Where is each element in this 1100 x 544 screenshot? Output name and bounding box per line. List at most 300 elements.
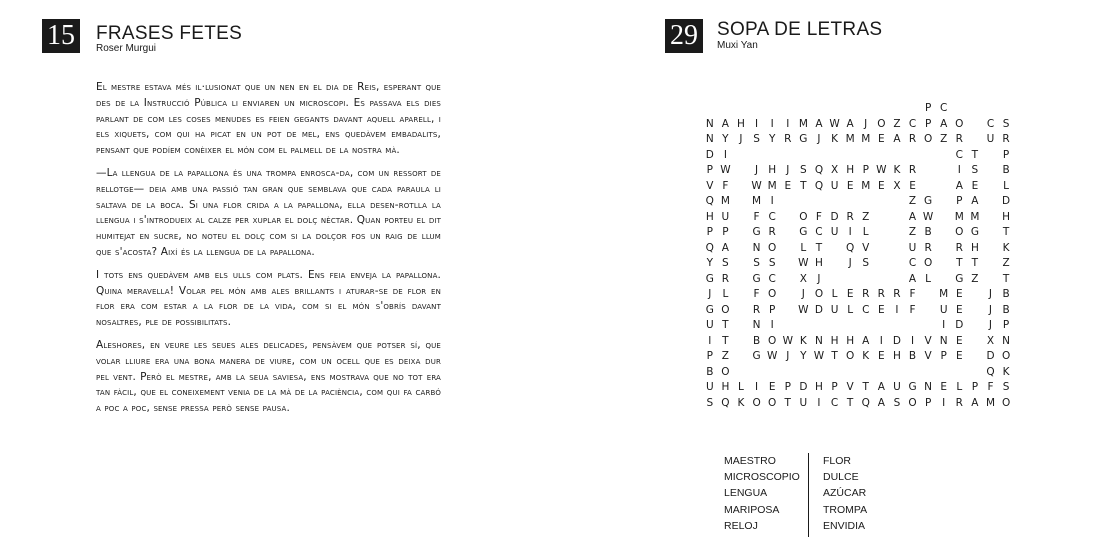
grid-letter: P [924, 117, 932, 130]
grid-row [702, 225, 1014, 241]
grid-letter [952, 101, 968, 117]
grid-letter: W [720, 164, 731, 176]
grid-letter: H [815, 257, 823, 269]
grid-letter: S [800, 164, 807, 176]
grid-letter [983, 194, 999, 210]
grid-letter: S [753, 133, 760, 145]
grid-letter: G [799, 133, 808, 145]
grid-letter: Z [893, 117, 901, 130]
grid-letter: M [861, 133, 871, 145]
grid-letter: L [925, 272, 932, 285]
grid-letter: L [722, 288, 729, 300]
word-list-left [724, 453, 808, 537]
grid-letter [733, 179, 749, 195]
grid-letter [889, 272, 905, 288]
grid-letter: S [1002, 381, 1010, 393]
word-item: TROMPA [823, 503, 868, 516]
grid-letter: M [970, 210, 980, 223]
grid-letter [936, 163, 952, 179]
grid-letter [842, 194, 858, 210]
grid-letter: L [956, 381, 963, 393]
grid-letter [780, 225, 796, 241]
grid-letter: O [955, 226, 964, 238]
grid-row [702, 148, 1014, 164]
grid-letter: J [786, 350, 790, 362]
grid-letter: Q [705, 241, 714, 254]
grid-letter: C [768, 210, 776, 223]
grid-row [702, 256, 1014, 272]
grid-row [702, 334, 1014, 350]
article-number-badge: 15 [42, 19, 80, 53]
grid-letter [936, 194, 952, 210]
grid-letter [967, 132, 983, 148]
grid-letter [858, 272, 874, 288]
grid-letter: D [892, 334, 901, 347]
grid-letter: Z [908, 226, 917, 238]
grid-row [702, 101, 1014, 117]
puzzle-author: Muxi Yan [717, 40, 758, 51]
grid-letter [936, 241, 952, 257]
word-search-grid [702, 101, 1014, 411]
grid-letter: U [830, 226, 839, 238]
grid-letter: O [1001, 350, 1011, 362]
grid-letter: I [957, 164, 961, 176]
grid-letter: P [1002, 148, 1010, 161]
grid-letter [827, 194, 843, 210]
grid-letter: Q [814, 179, 824, 192]
grid-letter: T [831, 350, 838, 362]
grid-letter: M [845, 133, 855, 145]
grid-letter [780, 194, 796, 210]
grid-letter: Q [846, 241, 855, 254]
grid-letter: V [862, 241, 870, 254]
grid-letter: M [752, 195, 762, 207]
grid-letter: M [861, 179, 871, 192]
grid-letter [858, 148, 874, 164]
grid-letter: H [970, 241, 979, 254]
grid-letter: W [813, 350, 825, 362]
grid-letter: Z [908, 195, 917, 207]
grid-letter: R [924, 241, 932, 254]
grid-letter [858, 318, 874, 334]
grid-letter: A [908, 272, 917, 285]
grid-letter [889, 194, 905, 210]
grid-letter: O [877, 117, 886, 130]
grid-letter: A [815, 117, 823, 130]
grid-letter: N [939, 334, 948, 347]
grid-letter [889, 101, 905, 117]
grid-row [702, 179, 1014, 195]
grid-letter [749, 101, 765, 117]
grid-letter: U [705, 319, 714, 331]
grid-letter: K [862, 350, 870, 362]
word-item: DULCE [823, 471, 859, 484]
grid-letter: I [770, 319, 774, 331]
grid-letter: K [831, 133, 838, 145]
word-list-divider [808, 453, 809, 537]
grid-letter: L [862, 226, 869, 238]
grid-letter: R [846, 210, 854, 223]
grid-letter: R [862, 288, 870, 300]
grid-letter: C [955, 148, 963, 161]
grid-letter: O [923, 133, 933, 145]
grid-letter [920, 287, 936, 303]
grid-letter: M [954, 210, 964, 223]
grid-letter [983, 148, 999, 164]
grid-letter: I [910, 334, 915, 347]
story-paragraph: El mestre estava més il·lusionat que un nen en el dia de Reis, esperant que des de la Instrucció Pública li enviaren un microscopi. Es passava els dies parlant de com les coses menudes es feien gegants davant aquell aparell, i els xiquets, com qui ha picat en un pot de mel, ens quedàvem embadalits, pensant que podíem conèixer el món com el palmell de la nostra mà. [96, 81, 441, 157]
grid-letter: P [956, 195, 963, 207]
grid-letter: N [705, 117, 714, 130]
grid-letter: E [784, 179, 792, 192]
grid-letter: R [877, 288, 885, 300]
grid-row [702, 303, 1014, 319]
grid-letter: O [721, 365, 730, 378]
grid-letter: I [879, 334, 883, 347]
grid-letter [874, 101, 890, 117]
grid-letter: E [955, 334, 963, 347]
grid-letter: W [798, 257, 809, 269]
grid-row [702, 349, 1014, 365]
grid-letter: Q [986, 365, 995, 378]
grid-letter: P [831, 381, 838, 393]
grid-letter: P [924, 102, 932, 114]
grid-letter: J [864, 117, 868, 130]
grid-letter [889, 210, 905, 226]
grid-letter: U [799, 396, 808, 409]
grid-letter: T [1002, 272, 1010, 285]
grid-letter: R [955, 241, 963, 254]
grid-letter: C [908, 257, 917, 269]
grid-letter [905, 318, 921, 334]
grid-letter: O [752, 396, 761, 409]
grid-letter [733, 334, 749, 350]
grid-letter [983, 101, 999, 117]
grid-letter: E [955, 288, 963, 300]
grid-letter [967, 349, 983, 365]
grid-letter: H [768, 164, 777, 176]
grid-letter [780, 210, 796, 226]
grid-letter: H [1002, 210, 1011, 223]
puzzle-number-badge: 29 [665, 19, 703, 53]
grid-letter: E [940, 381, 948, 393]
grid-letter [733, 303, 749, 319]
grid-letter: Y [768, 133, 776, 145]
grid-letter: H [815, 381, 823, 393]
grid-letter: I [895, 303, 899, 316]
grid-letter: A [971, 195, 979, 207]
word-item: RELOJ [724, 519, 758, 532]
grid-letter: W [782, 334, 793, 347]
grid-letter: Z [971, 272, 979, 285]
grid-letter: B [908, 350, 917, 362]
grid-letter: W [766, 350, 778, 362]
grid-letter [780, 365, 796, 381]
grid-letter: R [893, 288, 901, 300]
grid-letter [920, 303, 936, 319]
grid-letter: N [1002, 334, 1010, 347]
grid-letter: B [1002, 303, 1010, 316]
grid-row [702, 380, 1014, 396]
grid-row [702, 163, 1014, 179]
grid-letter [796, 318, 812, 334]
grid-letter: E [878, 133, 885, 145]
grid-letter: A [971, 396, 979, 409]
grid-letter: Z [940, 133, 948, 145]
grid-letter [936, 365, 952, 381]
grid-letter: I [848, 226, 852, 238]
grid-letter: P [940, 350, 947, 362]
word-item: MICROSCOPIO [724, 471, 800, 484]
grid-letter: D [705, 148, 714, 161]
grid-letter [764, 101, 780, 117]
grid-letter [967, 334, 983, 350]
grid-letter: A [893, 133, 901, 145]
grid-letter [936, 272, 952, 288]
grid-letter: L [831, 288, 838, 300]
grid-letter: A [721, 241, 729, 254]
grid-letter: H [892, 350, 901, 362]
grid-letter: I [755, 381, 759, 393]
grid-letter: P [1002, 319, 1010, 331]
grid-letter [780, 272, 796, 288]
grid-letter: S [893, 396, 901, 409]
grid-letter: B [1002, 288, 1010, 300]
grid-letter: E [955, 303, 963, 316]
grid-letter: A [908, 210, 917, 223]
grid-letter: T [722, 319, 729, 331]
grid-letter: I [708, 334, 712, 347]
grid-letter [920, 365, 936, 381]
grid-letter: Z [1002, 257, 1010, 269]
grid-letter: A [877, 396, 885, 409]
grid-letter: E [846, 288, 854, 300]
grid-letter: R [768, 226, 776, 238]
grid-letter: O [846, 350, 855, 362]
grid-letter: G [908, 381, 917, 393]
grid-letter: M [767, 179, 777, 192]
grid-letter: N [705, 133, 714, 145]
grid-letter: A [940, 117, 948, 130]
grid-letter [905, 365, 921, 381]
grid-row [702, 287, 1014, 303]
grid-letter [780, 148, 796, 164]
grid-letter: J [786, 164, 790, 176]
grid-letter [874, 241, 890, 257]
grid-letter: I [942, 396, 946, 409]
grid-letter [733, 318, 749, 334]
grid-letter [967, 287, 983, 303]
grid-letter [749, 148, 765, 164]
grid-letter: J [801, 288, 805, 300]
grid-letter: A [862, 334, 870, 347]
grid-letter: C [815, 226, 823, 238]
grid-letter: P [722, 226, 729, 238]
grid-letter: H [830, 334, 839, 347]
grid-letter: E [768, 381, 776, 393]
grid-letter [796, 194, 812, 210]
grid-letter: E [955, 350, 963, 362]
grid-letter: D [830, 210, 839, 223]
grid-letter: T [815, 241, 823, 254]
grid-letter: L [738, 381, 744, 393]
grid-letter [827, 241, 843, 257]
grid-letter: S [753, 257, 760, 269]
grid-letter: O [799, 210, 808, 223]
grid-letter [874, 318, 890, 334]
grid-letter: X [830, 164, 839, 176]
grid-letter: R [955, 133, 963, 145]
grid-letter: H [737, 117, 745, 130]
grid-letter [796, 365, 812, 381]
grid-letter: R [752, 303, 761, 316]
grid-letter: Y [800, 350, 807, 362]
grid-letter: B [1002, 164, 1010, 176]
grid-letter: K [1002, 365, 1010, 378]
grid-letter: T [862, 381, 869, 393]
grid-letter [780, 241, 796, 257]
grid-letter: U [939, 303, 948, 316]
grid-letter: T [846, 396, 854, 409]
grid-letter [827, 256, 843, 272]
grid-letter: S [971, 164, 979, 176]
grid-letter: T [784, 396, 791, 409]
grid-letter: R [955, 396, 963, 409]
grid-letter [796, 148, 812, 164]
grid-row [702, 365, 1014, 381]
grid-letter [718, 101, 734, 117]
grid-letter: N [752, 241, 761, 254]
grid-letter: S [1002, 117, 1010, 130]
grid-letter [967, 117, 983, 133]
grid-letter: I [723, 148, 727, 161]
grid-letter: A [955, 179, 963, 192]
grid-letter [952, 365, 968, 381]
grid-letter: V [846, 381, 854, 393]
grid-letter [967, 365, 983, 381]
grid-letter: I [817, 396, 821, 409]
grid-letter: G [955, 272, 964, 285]
grid-letter: G [752, 272, 761, 285]
grid-letter: J [739, 133, 743, 145]
grid-letter: E [971, 179, 979, 192]
grid-letter: Q [861, 396, 870, 409]
grid-letter: Z [862, 210, 870, 223]
grid-letter [780, 318, 796, 334]
grid-letter [827, 272, 843, 288]
grid-letter: S [768, 257, 776, 269]
grid-letter [889, 256, 905, 272]
grid-letter [936, 256, 952, 272]
grid-letter: E [878, 350, 885, 362]
grid-letter [733, 148, 749, 164]
grid-letter: M [939, 288, 949, 300]
grid-letter: O [908, 396, 917, 409]
article-title: FRASES FETES [96, 23, 243, 44]
grid-letter [733, 163, 749, 179]
grid-letter: S [706, 396, 714, 409]
grid-letter: Z [721, 350, 729, 362]
grid-letter: C [986, 117, 995, 130]
grid-letter: O [768, 334, 777, 347]
word-item: ENVIDIA [823, 519, 866, 532]
grid-letter [905, 101, 921, 117]
grid-letter: M [720, 195, 730, 207]
grid-letter: T [1002, 226, 1010, 238]
grid-letter: I [942, 319, 946, 331]
grid-letter [983, 210, 999, 226]
grid-letter: Q [721, 396, 730, 409]
grid-letter [842, 365, 858, 381]
grid-letter: I [770, 195, 774, 207]
grid-letter [920, 163, 936, 179]
grid-letter: M [798, 117, 808, 130]
grid-letter: S [862, 257, 870, 269]
grid-letter [874, 194, 890, 210]
grid-letter: E [846, 179, 854, 192]
grid-letter [749, 365, 765, 381]
grid-letter: U [908, 241, 917, 254]
grid-letter: U [893, 381, 901, 393]
grid-row [702, 396, 1014, 412]
grid-letter [889, 148, 905, 164]
grid-letter [733, 287, 749, 303]
word-item: LENGUA [724, 487, 768, 500]
grid-letter: F [815, 210, 822, 223]
grid-letter: N [752, 319, 761, 331]
grid-letter [842, 101, 858, 117]
grid-letter: J [988, 288, 993, 300]
grid-letter [842, 272, 858, 288]
grid-letter: P [924, 396, 932, 409]
grid-letter [983, 179, 999, 195]
story-paragraph: Aleshores, en veure les seues ales delicades, pensàvem que potser sí, que volar lliure era una bona manera de viure, com un ocell que es deixa dur pel vent. Però el mestre, amb la seua saviesa, ens mostrava que no tot era tan fàcil, que el coneixement venia de la mà de la paciència, com qui fa carbó a poc a poc, sense pressa però sense pausa. [96, 338, 441, 415]
grid-letter: K [737, 396, 745, 409]
grid-letter: C [862, 303, 870, 316]
grid-letter: D [955, 319, 964, 331]
grid-letter [983, 241, 999, 257]
word-list [724, 453, 867, 537]
grid-letter [889, 318, 905, 334]
word-item: MAESTRO [724, 455, 776, 467]
grid-letter: G [752, 226, 761, 238]
grid-letter: O [814, 288, 824, 300]
grid-letter: I [755, 117, 759, 130]
grid-letter: U [721, 210, 730, 223]
grid-letter: Y [722, 133, 729, 145]
grid-letter: F [987, 381, 994, 393]
grid-letter: B [752, 334, 761, 347]
grid-row [702, 117, 1014, 133]
grid-letter: O [955, 117, 964, 130]
grid-letter: W [751, 179, 762, 192]
grid-letter [920, 318, 936, 334]
grid-letter: U [830, 179, 839, 192]
grid-letter [733, 225, 749, 241]
grid-letter [811, 318, 827, 334]
grid-letter [983, 256, 999, 272]
grid-letter: G [924, 195, 933, 207]
grid-letter: B [706, 365, 714, 378]
grid-letter [733, 210, 749, 226]
word-item: FLOR [823, 455, 852, 467]
grid-letter: T [971, 148, 979, 161]
grid-letter: F [909, 288, 916, 300]
grid-letter: O [768, 241, 777, 254]
word-item: AZÚCAR [823, 487, 867, 500]
grid-letter: K [1002, 241, 1010, 254]
grid-letter [733, 241, 749, 257]
